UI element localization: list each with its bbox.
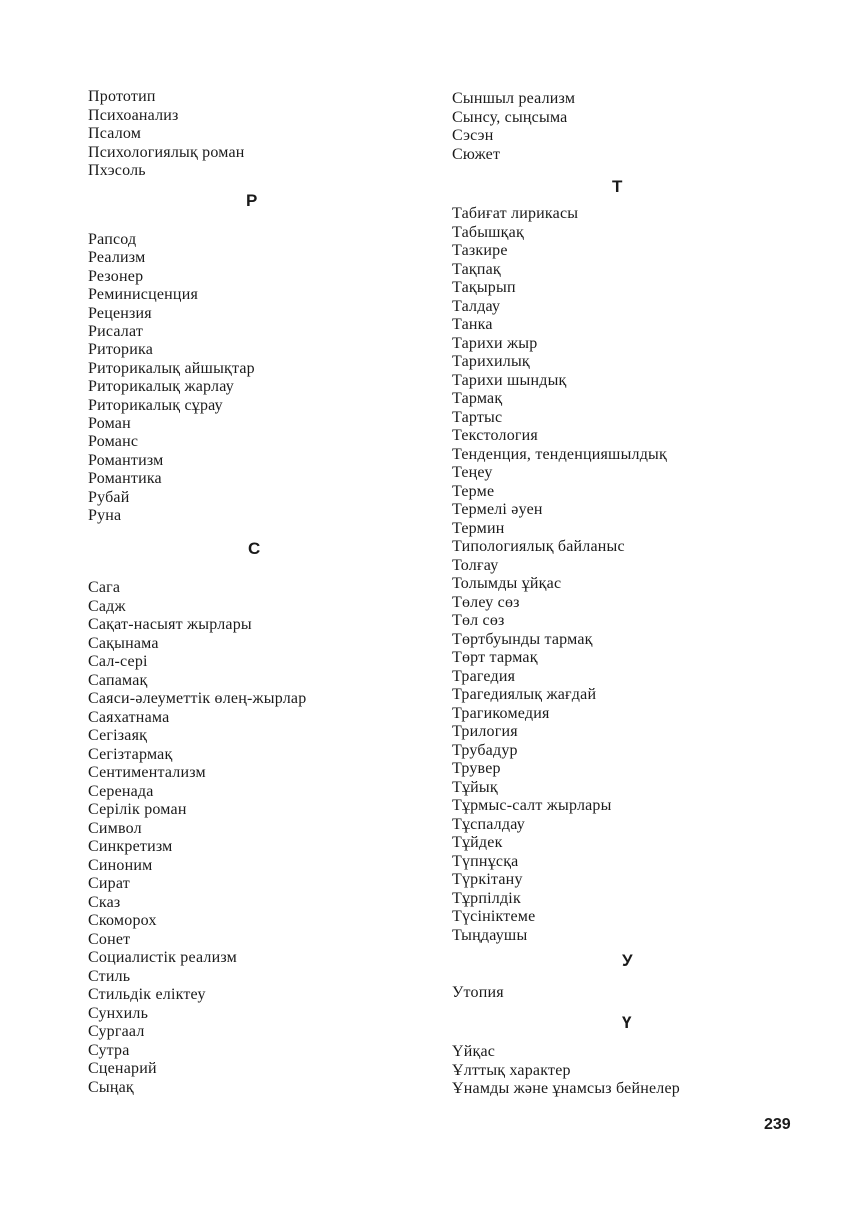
term-entry: Сақат-насыят жырлары [88, 616, 252, 633]
term-entry: Танка [452, 316, 493, 333]
term-entry: Рисалат [88, 323, 144, 340]
term-entry: Сыңақ [88, 1078, 134, 1096]
term-entry: Тұспалдау [452, 815, 525, 833]
term-entry: Сонет [88, 930, 131, 948]
term-entry: Төрт тармақ [452, 649, 538, 666]
term-entry: Ұлттық характер [452, 1061, 571, 1079]
term-entry: Трагедиялық жағдай [452, 686, 597, 703]
term-entry: Ұнамды және ұнамсыз бейнелер [452, 1080, 680, 1097]
term-entry: Тарихи жыр [452, 334, 538, 352]
term-entry: Түркітану [452, 871, 523, 888]
term-entry: Стиль [88, 967, 131, 985]
term-entry: Тармақ [452, 390, 503, 407]
term-entry: Төл сөз [452, 612, 505, 629]
term-entry: Садж [88, 597, 126, 615]
term-entry: Тақырып [452, 279, 516, 296]
term-entry: Риторикалық жарлау [88, 378, 234, 396]
term-entry: Үйқас [452, 1043, 496, 1060]
term-entry: Сюжет [452, 145, 501, 163]
term-entry: Трубадур [452, 741, 518, 759]
term-entry: Сентиментализм [88, 764, 206, 781]
term-entry: Теңеу [452, 464, 493, 481]
page-number: 239 [764, 1116, 791, 1133]
term-entry: Тарихилық [452, 353, 530, 370]
section-heading: Ү [622, 1013, 632, 1032]
term-entry: Тыңдаушы [452, 926, 528, 944]
term-entry: Түпнұсқа [452, 852, 519, 870]
term-entry: Төлеу сөз [452, 593, 520, 611]
term-entry: Сунхиль [88, 1004, 149, 1022]
term-entry: Төртбуынды тармақ [452, 630, 593, 648]
term-entry: Сегізаяқ [88, 727, 148, 744]
term-entry: Сапамақ [88, 671, 148, 689]
term-entry: Табиғат лирикасы [452, 205, 579, 222]
term-entry: Реминисценция [88, 286, 199, 304]
term-entry: Психологиялық роман [88, 143, 245, 161]
term-entry: Сегізтармақ [88, 745, 173, 763]
term-entry: Риторика [88, 341, 154, 359]
term-entry: Рубай [88, 488, 130, 506]
term-entry: Термин [452, 519, 505, 537]
term-entry: Социалистік реализм [88, 949, 238, 966]
term-entry: Тұйдек [452, 834, 503, 851]
term-entry: Стильдік еліктеу [88, 986, 206, 1003]
term-entry: Риторикалық айшықтар [88, 359, 255, 377]
term-entry: Трагедия [452, 667, 516, 685]
term-entry: Романтизм [88, 451, 164, 469]
term-entry: Прототип [88, 88, 156, 105]
term-entry: Трилогия [452, 723, 518, 740]
term-entry: Талдау [452, 297, 501, 315]
term-entry: Психоанализ [88, 106, 179, 124]
term-entry: Табышқақ [452, 223, 524, 241]
section-heading: Р [246, 191, 258, 210]
term-entry: Скоморох [88, 912, 157, 929]
term-entry: Сынсу, сыңсыма [452, 108, 568, 126]
term-entry: Роман [88, 415, 131, 432]
term-entry: Серілік роман [88, 801, 187, 818]
term-entry: Сал-сері [88, 653, 148, 670]
term-entry: Рецензия [88, 304, 152, 322]
term-entry: Терме [452, 482, 495, 500]
term-entry: Саяхатнама [88, 708, 170, 726]
term-entry: Типологиялық байланыс [452, 538, 625, 555]
term-entry: Түсініктеме [452, 908, 536, 925]
term-entry: Сақынама [88, 634, 159, 652]
section-heading: У [622, 951, 633, 970]
term-entry: Серенада [88, 782, 154, 800]
term-entry: Псалом [88, 125, 142, 142]
term-entry: Тұрмыс-салт жырлары [452, 797, 612, 814]
term-entry: Сыншыл реализм [452, 90, 576, 107]
term-entry: Саяси-әлеуметтік өлең-жырлар [88, 690, 307, 707]
term-entry: Риторикалық сұрау [88, 396, 223, 414]
term-entry: Тарихи шындық [452, 371, 567, 389]
term-entry: Синкретизм [88, 838, 173, 855]
term-entry: Романс [88, 433, 139, 451]
term-entry: Пхэсоль [88, 162, 146, 179]
term-entry: Толғау [452, 556, 499, 574]
term-entry: Сказ [88, 893, 121, 911]
term-entry: Толымды ұйқас [452, 575, 562, 592]
term-entry: Руна [88, 507, 122, 524]
section-heading: Т [612, 177, 623, 196]
term-entry: Утопия [452, 984, 504, 1001]
term-entry: Реализм [88, 249, 146, 267]
term-entry: Рапсод [88, 231, 137, 248]
term-entry: Текстология [452, 427, 538, 444]
term-entry: Трувер [452, 760, 501, 777]
term-entry: Сират [88, 875, 130, 892]
term-entry: Тартыс [452, 408, 503, 426]
term-entry: Сургаал [88, 1023, 145, 1040]
term-entry: Сутра [88, 1041, 130, 1059]
term-entry: Символ [88, 819, 142, 837]
term-entry: Трагикомедия [452, 704, 550, 722]
term-entry: Романтика [88, 470, 162, 488]
term-entry: Тұрпілдік [452, 889, 521, 907]
term-entry: Синоним [88, 856, 153, 874]
term-entry: Тақпақ [452, 260, 501, 278]
section-heading: С [248, 539, 261, 558]
term-entry: Сага [88, 579, 121, 596]
term-entry: Сценарий [88, 1060, 157, 1077]
term-entry: Сэсэн [452, 127, 494, 144]
term-entry: Тұйық [452, 778, 498, 796]
term-entry: Термелі әуен [452, 501, 543, 518]
term-entry: Резонер [88, 267, 144, 285]
term-entry: Тазкире [452, 242, 508, 259]
term-entry: Тенденция, тенденцияшылдық [452, 445, 667, 463]
